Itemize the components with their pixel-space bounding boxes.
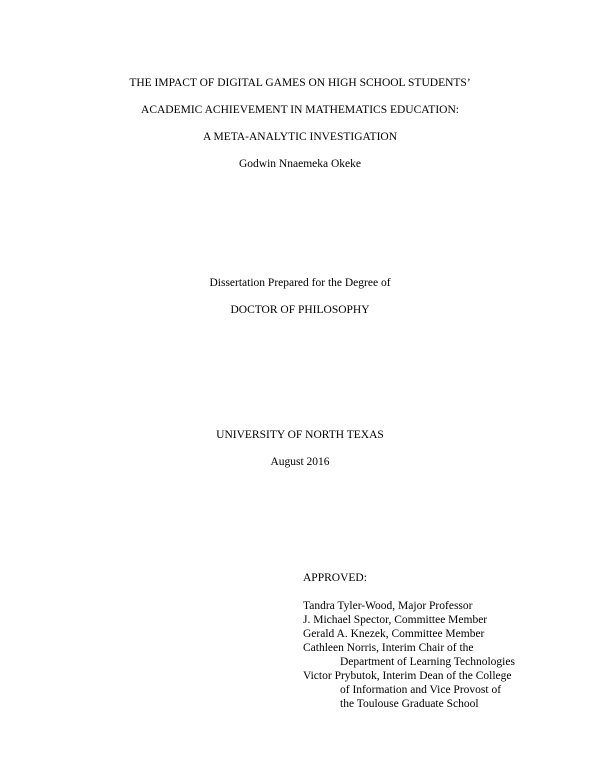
degree-prepared-for: Dissertation Prepared for the Degree of [209, 277, 391, 289]
author-name: Godwin Nnaemeka Okeke [239, 158, 361, 170]
approver-line: Gerald A. Knezek, Committee Member [303, 628, 485, 641]
approver-line: of Information and Vice Provost of [340, 684, 502, 697]
approver-line: J. Michael Spector, Committee Member [303, 614, 488, 627]
degree-name: DOCTOR OF PHILOSOPHY [230, 304, 370, 316]
approver-line: Tandra Tyler-Wood, Major Professor [303, 600, 473, 613]
submission-date: August 2016 [270, 456, 330, 468]
approver-line: the Toulouse Graduate School [340, 698, 479, 711]
title-line-2: ACADEMIC ACHIEVEMENT IN MATHEMATICS EDUCATION: [141, 104, 459, 116]
approver-line: Cathleen Norris, Interim Chair of the [303, 642, 474, 655]
approver-line: Victor Prybutok, Interim Dean of the College [303, 670, 512, 683]
title-line-1: THE IMPACT OF DIGITAL GAMES ON HIGH SCHOOL STUDENTS’ [129, 77, 471, 89]
title-line-3: A META-ANALYTIC INVESTIGATION [202, 131, 398, 143]
approver-line: Department of Learning Technologies [340, 656, 515, 669]
approval-label: APPROVED: [303, 572, 367, 584]
institution-name: UNIVERSITY OF NORTH TEXAS [216, 429, 384, 441]
approval-block [303, 572, 593, 712]
